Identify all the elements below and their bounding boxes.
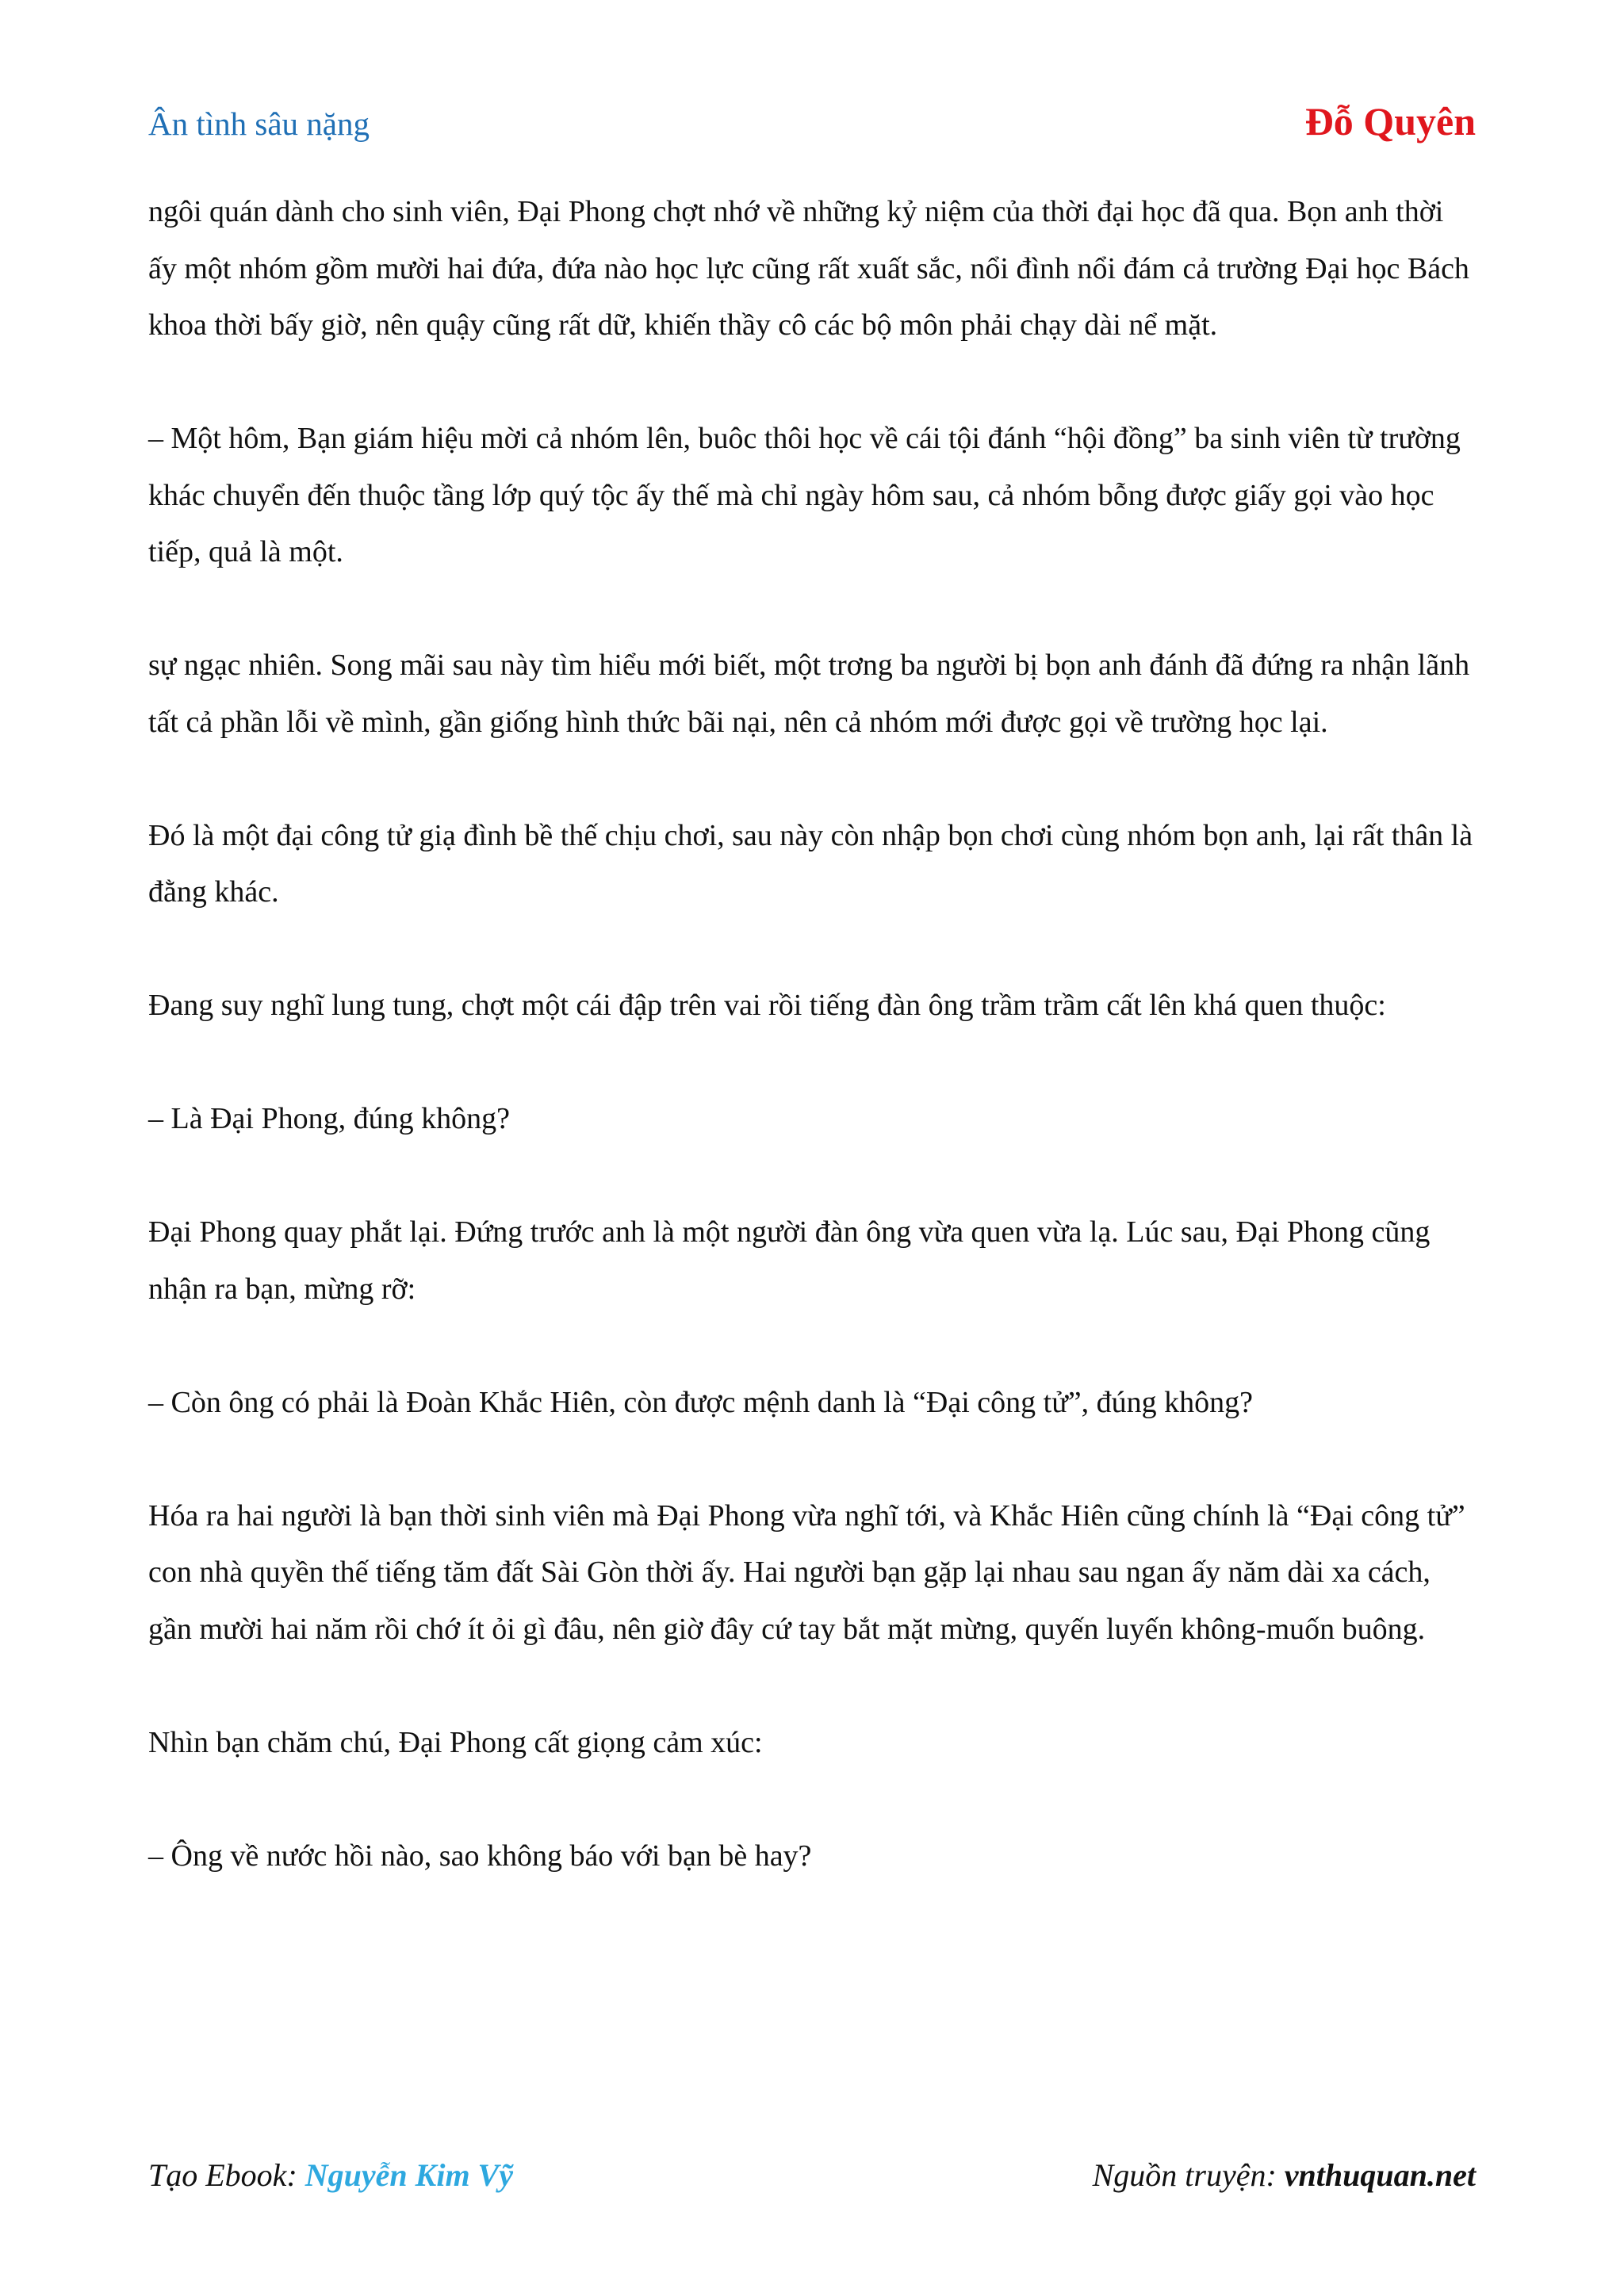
ebook-credit-separator: : xyxy=(286,2157,305,2193)
paragraph: Đang suy nghĩ lung tung, chợt một cái đập trên vai rồi tiếng đàn ông trầm trầm cất lên khá quen thuộc: xyxy=(148,989,1386,1022)
story-source-separator: : xyxy=(1266,2157,1285,2193)
paragraph: – Còn ông có phải là Đoàn Khắc Hiên, còn được mệnh danh là “Đại công tử”, đúng không? xyxy=(148,1385,1254,1419)
page-footer xyxy=(148,2156,1476,2204)
ebook-creator-name: Nguyễn Kim Vỹ xyxy=(304,2157,513,2193)
paragraph: – Là Đại Phong, đúng không? xyxy=(148,1102,510,1135)
paragraph: Đó là một đại công tử giạ đình bề thế chịu chơi, sau này còn nhập bọn chơi cùng nhóm bọn anh, lại rất thân là đằng khác. xyxy=(148,818,1473,909)
paragraph: Nhìn bạn chăm chú, Đại Phong cất giọng cảm xúc: xyxy=(148,1725,763,1759)
ebook-credit xyxy=(148,2156,513,2194)
author-name: Đỗ Quyên xyxy=(1304,99,1476,144)
paragraph: – Một hôm, Bạn giám hiệu mời cả nhóm lên, buôc thôi học về cái tội đánh “hội đồng” ba sinh viên từ trường khác chuyển đến thuộc tầng lớp quý tộc ấy thế mà chỉ ngày hôm sau, cả nhóm bỗng được giấy gọi vào học tiếp, quả là một. xyxy=(148,422,1461,568)
paragraph: – Ông về nước hồi nào, sao không báo với bạn bè hay? xyxy=(148,1839,812,1873)
story-source-label: Nguồn truyện xyxy=(1092,2157,1266,2193)
paragraph: Đại Phong quay phắt lại. Đứng trước anh là một người đàn ông vừa quen vừa lạ. Lúc sau, Đại Phong cũng nhận ra bạn, mừng rỡ: xyxy=(148,1215,1431,1306)
paragraph: Hóa ra hai người là bạn thời sinh viên mà Đại Phong vừa nghĩ tới, và Khắc Hiên cũng chính là “Đại công tử” con nhà quyền thế tiếng tăm đất Sài Gòn thời ấy. Hai người bạn gặp lại nhau sau ngan ấy năm dài xa cách, gần mười hai năm rồi chớ ít ỏi gì đâu, nên giờ đây cứ tay bắt mặt mừng, quyến luyến không-muốn buông. xyxy=(148,1498,1465,1646)
page-header xyxy=(148,95,1476,159)
paragraph: sự ngạc nhiên. Song mãi sau này tìm hiểu mới biết, một trơng ba người bị bọn anh đánh đã đứng ra nhận lãnh tất cả phần lỗi về mình, gần giống hình thức bãi nại, nên cả nhóm mới được gọi về trường học lại. xyxy=(148,649,1470,739)
story-source xyxy=(1093,2156,1476,2194)
ebook-credit-label: Tạo Ebook xyxy=(148,2157,287,2193)
paragraph: ngôi quán dành cho sinh viên, Đại Phong chợt nhớ về những kỷ niệm của thời đại học đã qua. Bọn anh thời ấy một nhóm gồm mười hai đứa, đứa nào học lực cũng rất xuất sắc, nổi đình nổi đám cả trường Đại học Bách khoa thời bấy giờ, nên quậy cũng rất dữ, khiến thầy cô các bộ môn phải chạy dài nể mặt. xyxy=(148,195,1469,342)
story-body xyxy=(148,184,1476,1942)
book-title: Ân tình sâu nặng xyxy=(148,105,370,142)
story-source-site: vnthuquan.net xyxy=(1284,2157,1476,2193)
